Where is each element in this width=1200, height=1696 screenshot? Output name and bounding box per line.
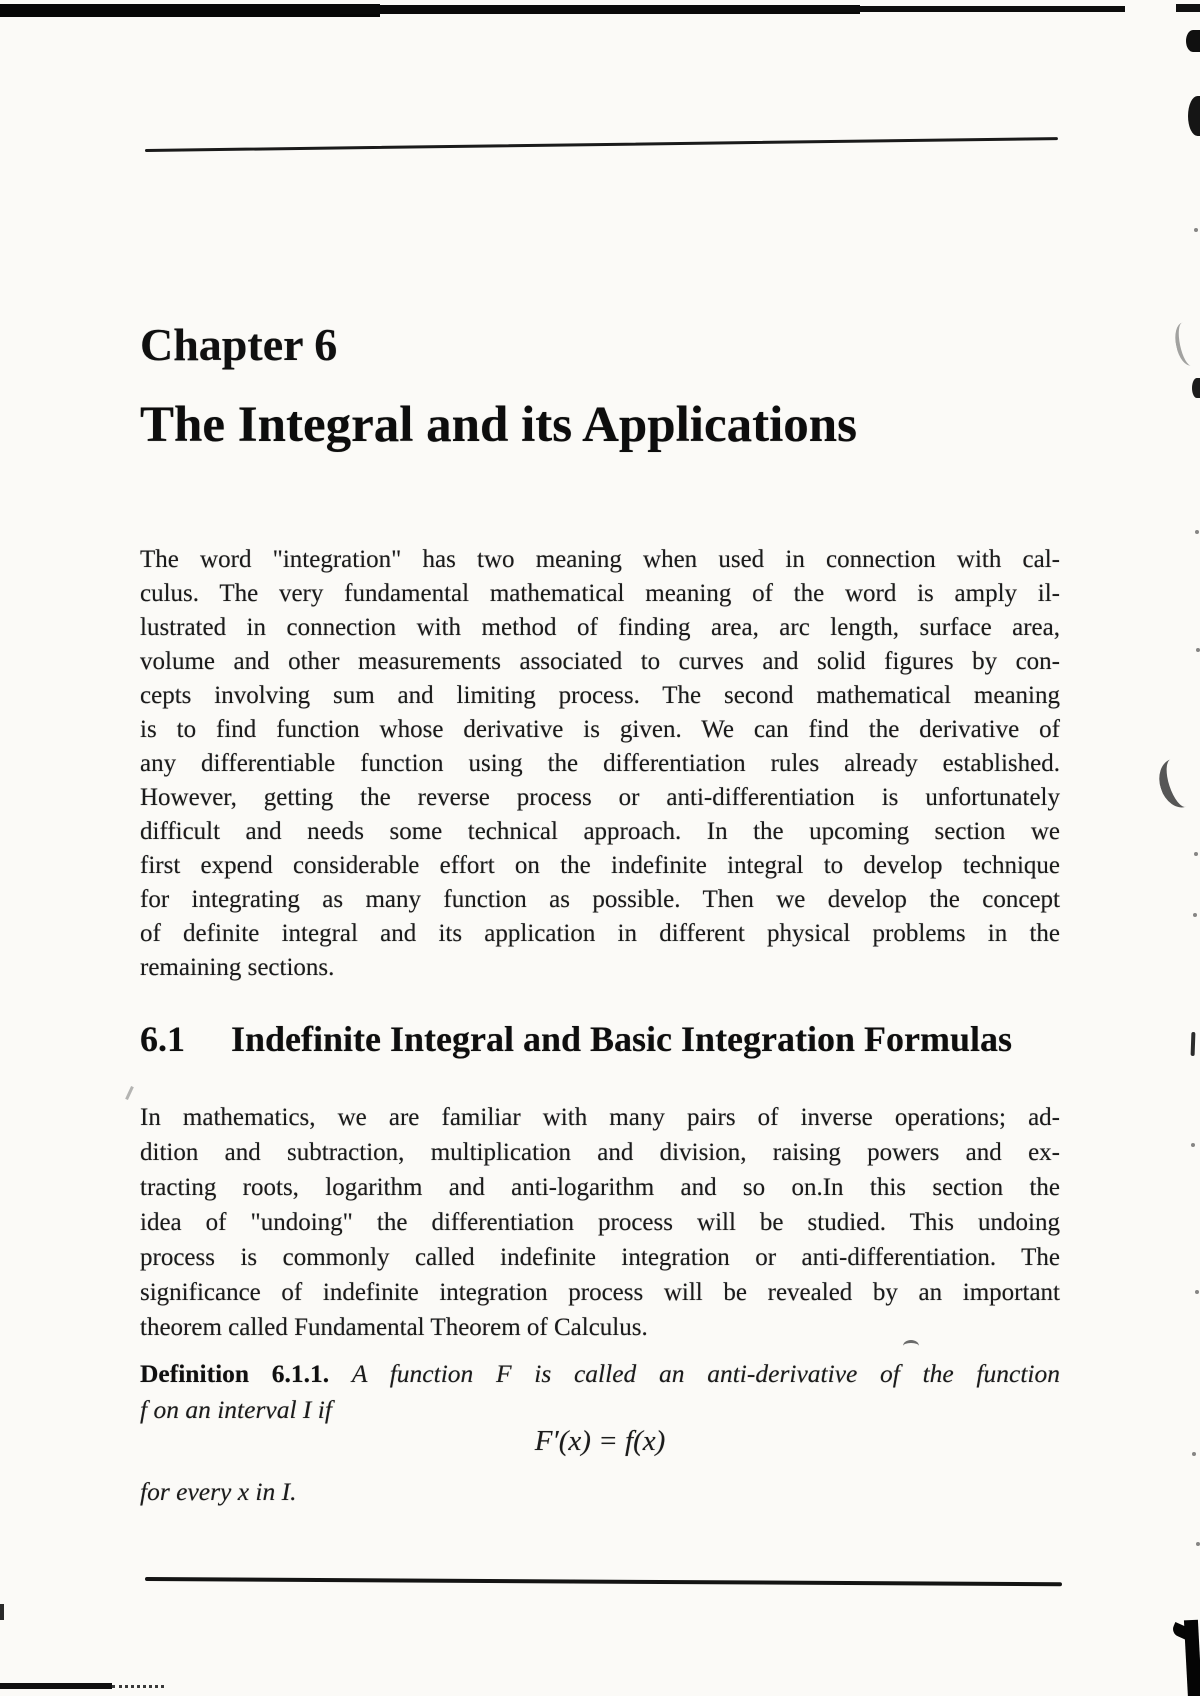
definition-first-line xyxy=(140,1356,1060,1392)
scan-artifact xyxy=(1191,1143,1195,1147)
text-line: process is commonly called indefinite integration or anti-differentiation. The xyxy=(140,1244,1060,1271)
scan-artifact xyxy=(1192,1452,1196,1456)
text-line: is to find function whose derivative is given. We can find the derivative of xyxy=(140,716,1060,743)
text-line: any differentiable function using the differentiation rules already established. xyxy=(140,750,1060,777)
scan-artifact xyxy=(1184,1620,1200,1696)
text-line: dition and subtraction, multiplication and division, raising powers and ex- xyxy=(140,1139,1060,1166)
scan-artifact xyxy=(1171,1622,1196,1642)
definition-block xyxy=(140,1356,1060,1428)
section-number: 6.1 xyxy=(140,1019,185,1059)
scan-artifact xyxy=(1194,852,1198,856)
text-line: volume and other measurements associated to curves and solid figures by con- xyxy=(140,648,1060,675)
chapter-number: Chapter 6 xyxy=(140,319,338,370)
text-line: However, getting the reverse process or anti-differentiation is unfortunately xyxy=(140,784,1060,811)
text-line: theorem called Fundamental Theorem of Calculus. xyxy=(140,1314,648,1341)
intro-paragraph xyxy=(140,543,1060,985)
text-line: significance of indefinite integration process will be revealed by an important xyxy=(140,1279,1060,1306)
scan-artifact xyxy=(1172,320,1200,368)
text-line: for integrating as many function as possible. Then we develop the concept xyxy=(140,886,1060,913)
scan-artifact xyxy=(1192,378,1200,398)
scan-artifact xyxy=(1196,648,1200,652)
scan-artifact xyxy=(125,1086,134,1100)
scan-artifact xyxy=(0,1683,112,1689)
header-rule xyxy=(145,137,1058,152)
math-formula: F′(x) = f(x) xyxy=(534,1425,666,1457)
text-line: tracting roots, logarithm and anti-logarithm and so on.In this section the xyxy=(140,1174,1060,1201)
text-line: culus. The very fundamental mathematical meaning of the word is amply il- xyxy=(140,580,1060,607)
scan-artifact xyxy=(1186,30,1200,52)
text-line: idea of "undoing" the differentiation process will be studied. This undoing xyxy=(140,1209,1060,1236)
text-line: first expend considerable effort on the indefinite integral to develop technique xyxy=(140,852,1060,879)
definition-body-line2: f on an interval I if xyxy=(140,1395,332,1424)
scan-artifact xyxy=(1194,228,1198,232)
chapter-title: The Integral and its Applications xyxy=(140,397,857,453)
text-line: remaining sections. xyxy=(140,954,335,981)
section-paragraph xyxy=(140,1100,1060,1345)
scan-artifact xyxy=(1196,1542,1200,1546)
definition-closing: for every x in I. xyxy=(140,1477,297,1506)
scan-artifact xyxy=(1153,754,1200,813)
scan-artifact xyxy=(1191,1032,1196,1056)
text-line: of definite integral and its application in different physical problems in the xyxy=(140,920,1060,947)
scan-artifact xyxy=(1188,96,1200,136)
footer-rule xyxy=(145,1577,1062,1586)
section-title: Indefinite Integral and Basic Integration Formulas xyxy=(231,1019,1013,1059)
scan-artifact xyxy=(112,1685,164,1688)
scan-artifact xyxy=(1195,1290,1199,1294)
text-line: The word "integration" has two meaning when used in connection with cal- xyxy=(140,546,1060,573)
definition-body-line1: A function F is called an anti-derivative of the function xyxy=(351,1359,1061,1388)
page-top-edge-bar xyxy=(820,6,1125,12)
scan-artifact xyxy=(0,1604,4,1620)
text-line: lustrated in connection with method of finding area, arc length, surface area, xyxy=(140,614,1060,641)
section-heading xyxy=(140,1018,1060,1060)
page-top-edge-bar xyxy=(340,5,860,14)
text-line: cepts involving sum and limiting process. The second mathematical meaning xyxy=(140,682,1060,709)
scan-artifact xyxy=(1193,913,1197,917)
page-top-edge-bar xyxy=(1176,4,1200,12)
page-top-edge-bar xyxy=(0,4,380,17)
scan-artifact xyxy=(1195,530,1199,534)
text-line: In mathematics, we are familiar with many pairs of inverse operations; ad- xyxy=(140,1104,1060,1131)
definition-label: Definition 6.1.1. xyxy=(140,1359,330,1388)
text-line: difficult and needs some technical approach. In the upcoming section we xyxy=(140,818,1060,845)
